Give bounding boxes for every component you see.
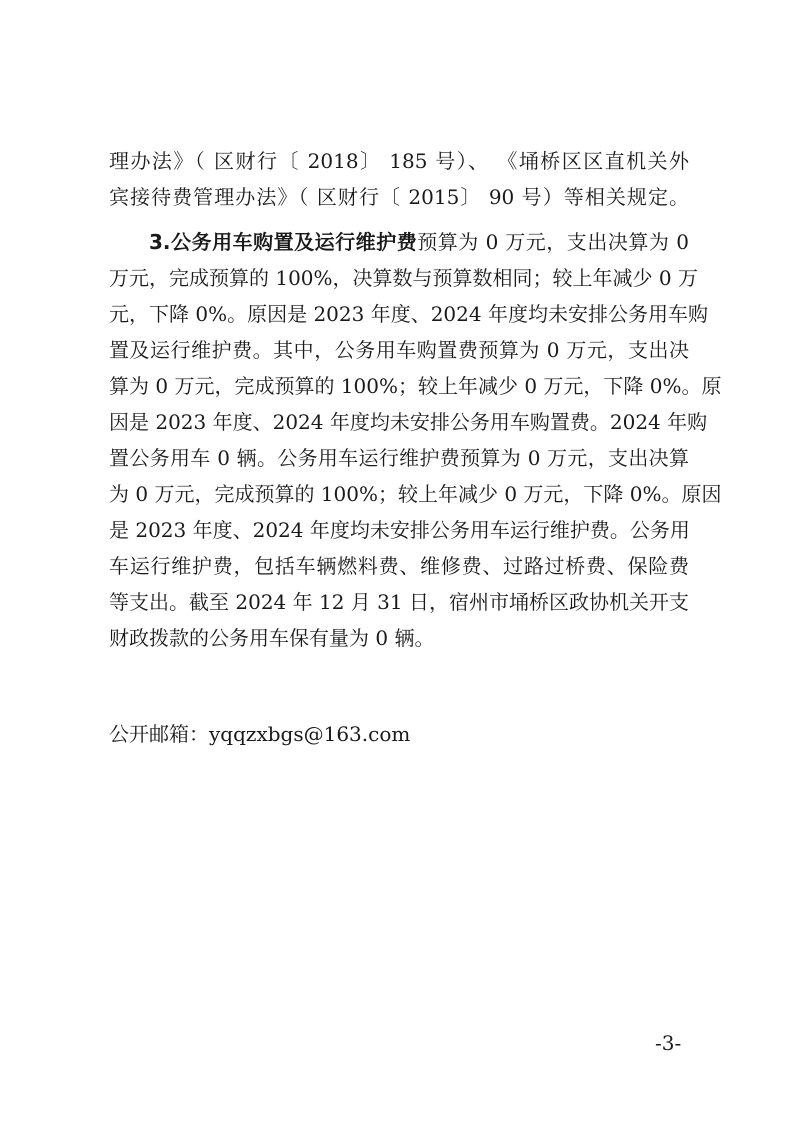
- paragraph-line: 宾接待费管理办法》（ 区财行〔 2015〕 90 号）等相关规定。: [109, 185, 689, 209]
- paragraph-line: 万元，完成预算的 100%，决算数与预算数相同；较上年减少 0 万: [109, 266, 698, 290]
- paragraph-line: 等支出。截至 2024 年 12 月 31 日，宿州市埇桥区政协机关开支: [109, 590, 689, 614]
- paragraph-line: 是 2023 年度、2024 年度均未安排公务用车运行维护费。公务用: [109, 518, 690, 542]
- paragraph-line: 置公务用车 0 辆。公务用车运行维护费预算为 0 万元，支出决算: [109, 446, 689, 470]
- paragraph-line-text: 预算为 0 万元，支出决算为 0: [417, 230, 689, 254]
- paragraph-line: 元，下降 0%。原因是 2023 年度、2024 年度均未安排公务用车购: [109, 302, 708, 326]
- contact-email: 公开邮箱：yqqzxbgs@163.com: [109, 722, 411, 746]
- paragraph-line: 财政拨款的公务用车保有量为 0 辆。: [109, 626, 435, 650]
- paragraph-line: 置及运行维护费。其中，公务用车购置费预算为 0 万元，支出决: [109, 338, 689, 362]
- paragraph-line: 车运行维护费，包括车辆燃料费、维修费、过路过桥费、保险费: [109, 554, 689, 578]
- paragraph-first-line: [149, 224, 689, 260]
- paragraph-line: 理办法》（ 区财行〔 2018〕 185 号）、 《埇桥区区直机关外: [109, 149, 689, 173]
- paragraph-line: 因是 2023 年度、2024 年度均未安排公务用车购置费。2024 年购: [109, 410, 708, 434]
- page-number: -3-: [655, 1031, 682, 1055]
- section-heading: 3.公务用车购置及运行维护费: [149, 230, 418, 254]
- paragraph-line: 为 0 万元，完成预算的 100%；较上年减少 0 万元，下降 0%。原因: [109, 482, 722, 506]
- paragraph-line: 算为 0 万元，完成预算的 100%；较上年减少 0 万元，下降 0%。原: [109, 374, 722, 398]
